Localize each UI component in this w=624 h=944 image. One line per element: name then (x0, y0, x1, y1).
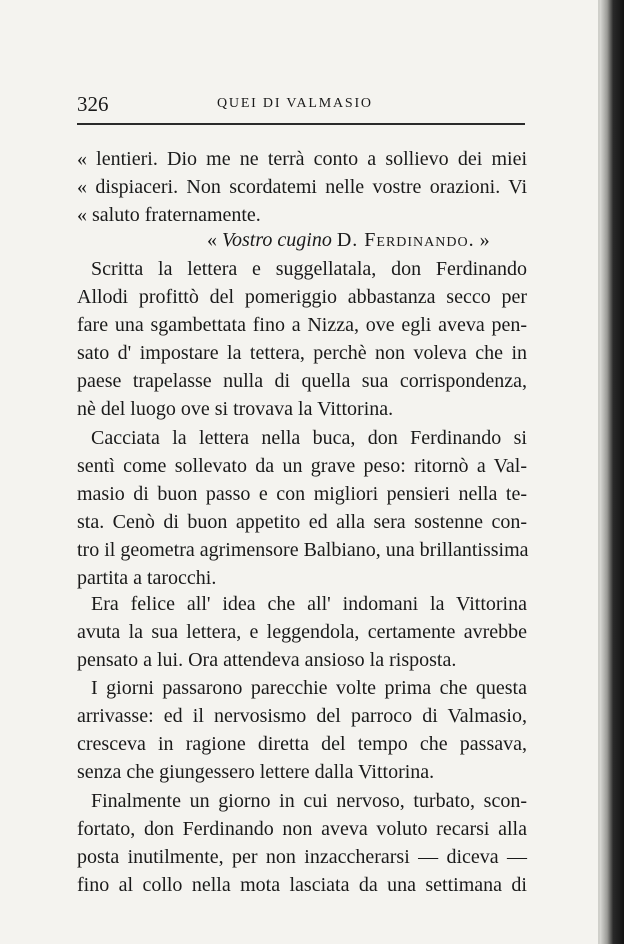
text-line: Allodi profittò del pomeriggio abbastanza secco per (77, 286, 527, 308)
text-line: Scritta la lettera e suggellatala, don Ferdinando (91, 258, 527, 280)
text-line: tro il geometra agrimensore Balbiano, una brillantissima (77, 539, 529, 561)
running-title: QUEI DI VALMASIO (217, 96, 373, 111)
text-line: partita a tarocchi. (77, 567, 217, 589)
text-line: masio di buon passo e con migliori pensieri nella te- (77, 483, 527, 505)
signature-open-quote: « (207, 229, 217, 251)
text-line: fino al collo nella mota lasciata da una settimana di (77, 874, 527, 896)
text-line: Finalmente un giorno in cui nervoso, turbato, scon- (91, 790, 527, 812)
text-line: Cacciata la lettera nella buca, don Ferdinando si (91, 427, 527, 449)
text-line: Era felice all' idea che all' indomani la Vittorina (91, 593, 527, 615)
letter-signature (207, 229, 490, 252)
text-line: sato d' impostare la tettera, perchè non voleva che in (77, 342, 527, 364)
letter-line: « lentieri. Dio me ne terrà conto a sollievo dei miei (77, 148, 527, 170)
text-line: posta inutilmente, per non inzaccherarsi — diceva — (77, 846, 527, 868)
text-line: fortato, don Ferdinando non aveva voluto recarsi alla (77, 818, 527, 840)
page-header (77, 92, 525, 120)
text-line: pensato a lui. Ora attendeva ansioso la risposta. (77, 649, 457, 671)
text-line: sentì come sollevato da un grave peso: ritornò a Val- (77, 455, 527, 477)
book-spine (600, 0, 624, 944)
text-line: avuta la sua lettera, e leggendola, certamente avrebbe (77, 621, 527, 643)
text-line: senza che giungessero lettere dalla Vittorina. (77, 761, 435, 783)
text-line: fare una sgambettata fino a Nizza, ove egli aveva pen- (77, 314, 527, 336)
text-line: nè del luogo ove si trovava la Vittorina. (77, 398, 394, 420)
signature-closing: Vostro cugino (222, 229, 332, 251)
text-line: arrivasse: ed il nervosismo del parroco di Valmasio, (77, 705, 527, 727)
signature-name: D. Ferdinando. (336, 229, 475, 251)
signature-close-quote: » (479, 229, 490, 251)
page-edge (598, 0, 600, 944)
text-line: cresceva in ragione diretta del tempo che passava, (77, 733, 527, 755)
text-line: I giorni passarono parecchie volte prima che questa (91, 677, 527, 699)
text-line: sta. Cenò di buon appetito ed alla sera sostenne con- (77, 511, 527, 533)
letter-line: « dispiaceri. Non scordatemi nelle vostre orazioni. Vi (77, 176, 527, 198)
letter-line: « saluto fraternamente. (77, 204, 261, 226)
page-number: 326 (77, 92, 109, 116)
text-line: paese trapelasse nulla di quella sua corrispondenza, (77, 370, 527, 392)
header-rule (77, 123, 525, 125)
